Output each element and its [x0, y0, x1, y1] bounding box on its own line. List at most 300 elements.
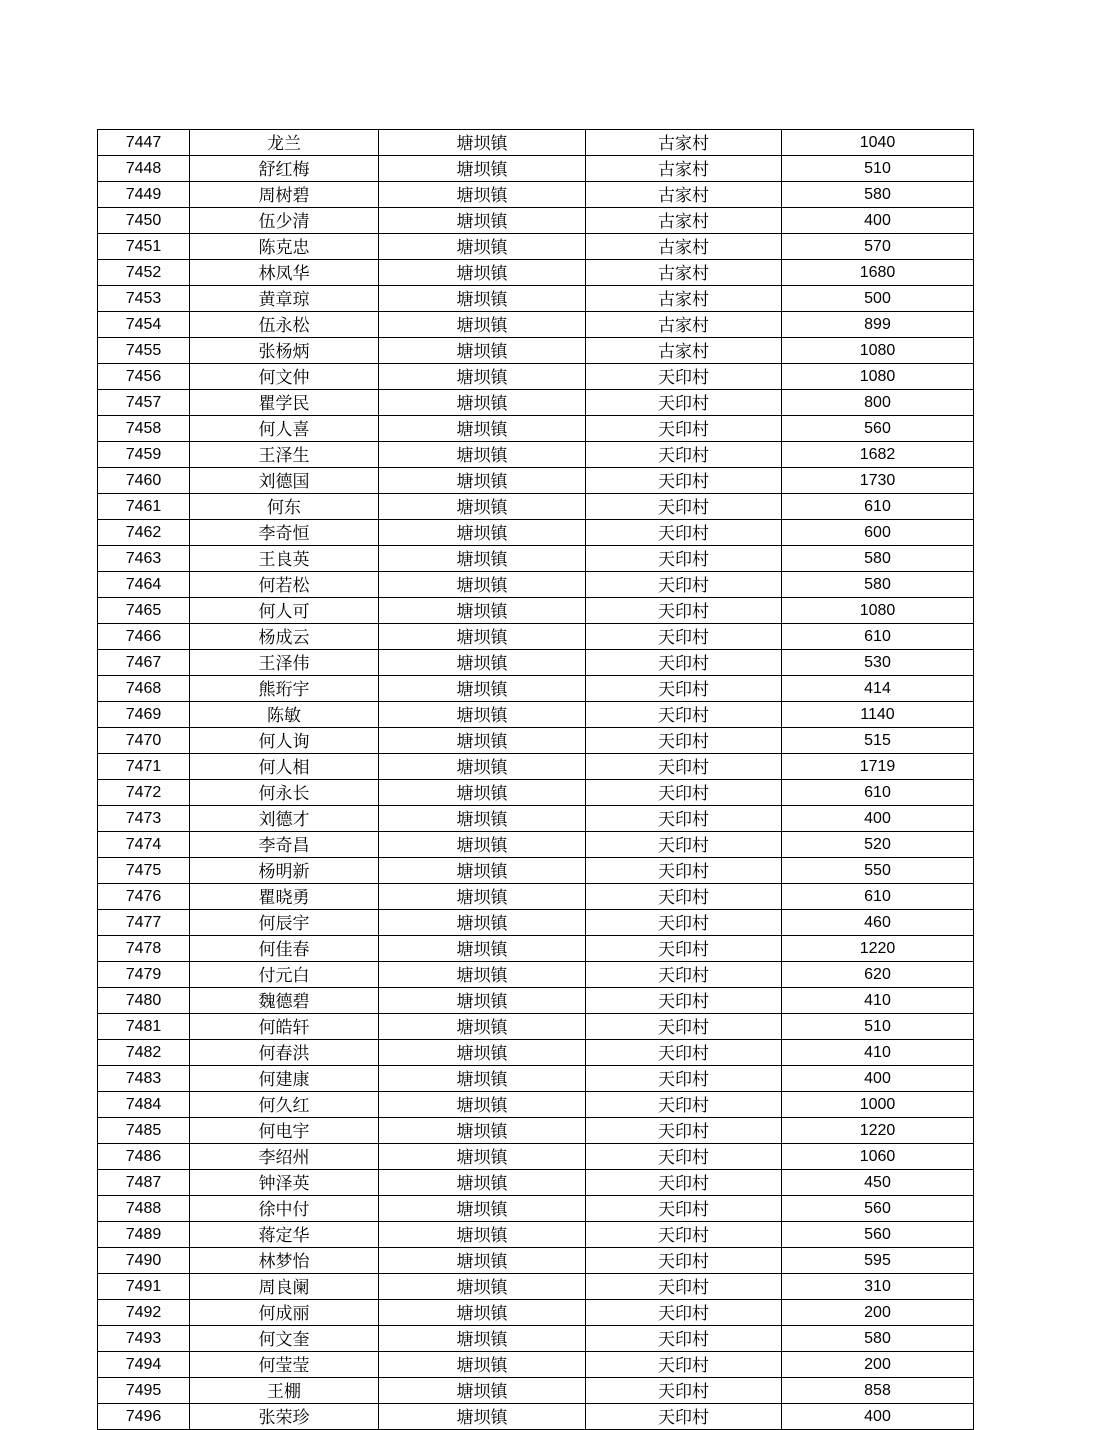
town-cell: 塘坝镇	[379, 572, 586, 598]
id-cell: 7488	[98, 1196, 190, 1222]
town-cell: 塘坝镇	[379, 468, 586, 494]
table-row	[98, 624, 974, 650]
name-cell: 蒋定华	[190, 1222, 379, 1248]
table-row	[98, 650, 974, 676]
id-cell: 7486	[98, 1144, 190, 1170]
table-row	[98, 1040, 974, 1066]
town-cell: 塘坝镇	[379, 156, 586, 182]
village-cell: 天印村	[586, 494, 782, 520]
id-cell: 7478	[98, 936, 190, 962]
town-cell: 塘坝镇	[379, 1118, 586, 1144]
table-row	[98, 1066, 974, 1092]
table-row	[98, 1326, 974, 1352]
name-cell: 何皓轩	[190, 1014, 379, 1040]
amount-cell: 1682	[782, 442, 974, 468]
name-cell: 瞿晓勇	[190, 884, 379, 910]
town-cell: 塘坝镇	[379, 416, 586, 442]
town-cell: 塘坝镇	[379, 546, 586, 572]
amount-cell: 450	[782, 1170, 974, 1196]
id-cell: 7464	[98, 572, 190, 598]
table-row	[98, 572, 974, 598]
town-cell: 塘坝镇	[379, 1378, 586, 1404]
amount-cell: 1080	[782, 338, 974, 364]
table-row	[98, 728, 974, 754]
name-cell: 熊珩宇	[190, 676, 379, 702]
id-cell: 7487	[98, 1170, 190, 1196]
town-cell: 塘坝镇	[379, 832, 586, 858]
name-cell: 刘德国	[190, 468, 379, 494]
amount-cell: 530	[782, 650, 974, 676]
village-cell: 天印村	[586, 442, 782, 468]
table-row	[98, 806, 974, 832]
table-row	[98, 182, 974, 208]
village-cell: 天印村	[586, 520, 782, 546]
id-cell: 7485	[98, 1118, 190, 1144]
id-cell: 7469	[98, 702, 190, 728]
town-cell: 塘坝镇	[379, 442, 586, 468]
table-row	[98, 1092, 974, 1118]
name-cell: 何人询	[190, 728, 379, 754]
name-cell: 何东	[190, 494, 379, 520]
id-cell: 7495	[98, 1378, 190, 1404]
amount-cell: 515	[782, 728, 974, 754]
table-row	[98, 1404, 974, 1430]
name-cell: 张杨炳	[190, 338, 379, 364]
village-cell: 天印村	[586, 416, 782, 442]
town-cell: 塘坝镇	[379, 208, 586, 234]
town-cell: 塘坝镇	[379, 1196, 586, 1222]
name-cell: 瞿学民	[190, 390, 379, 416]
id-cell: 7493	[98, 1326, 190, 1352]
amount-cell: 510	[782, 1014, 974, 1040]
id-cell: 7470	[98, 728, 190, 754]
amount-cell: 610	[782, 494, 974, 520]
table-row	[98, 676, 974, 702]
table-row	[98, 858, 974, 884]
name-cell: 黄章琼	[190, 286, 379, 312]
town-cell: 塘坝镇	[379, 1144, 586, 1170]
table-row	[98, 1118, 974, 1144]
village-cell: 天印村	[586, 1144, 782, 1170]
id-cell: 7459	[98, 442, 190, 468]
amount-cell: 200	[782, 1352, 974, 1378]
name-cell: 何电宇	[190, 1118, 379, 1144]
id-cell: 7468	[98, 676, 190, 702]
village-cell: 天印村	[586, 1196, 782, 1222]
amount-cell: 400	[782, 208, 974, 234]
village-cell: 天印村	[586, 1014, 782, 1040]
name-cell: 何若松	[190, 572, 379, 598]
table-row	[98, 962, 974, 988]
table-row	[98, 1222, 974, 1248]
id-cell: 7482	[98, 1040, 190, 1066]
village-cell: 古家村	[586, 130, 782, 156]
table-row	[98, 910, 974, 936]
amount-cell: 400	[782, 1066, 974, 1092]
name-cell: 陈克忠	[190, 234, 379, 260]
town-cell: 塘坝镇	[379, 884, 586, 910]
table-row	[98, 884, 974, 910]
id-cell: 7494	[98, 1352, 190, 1378]
table-row	[98, 338, 974, 364]
village-cell: 天印村	[586, 468, 782, 494]
village-cell: 天印村	[586, 1170, 782, 1196]
village-cell: 天印村	[586, 936, 782, 962]
name-cell: 王泽伟	[190, 650, 379, 676]
name-cell: 李奇恒	[190, 520, 379, 546]
amount-cell: 610	[782, 624, 974, 650]
table-row	[98, 364, 974, 390]
village-cell: 天印村	[586, 1352, 782, 1378]
name-cell: 何辰宇	[190, 910, 379, 936]
table-row	[98, 468, 974, 494]
name-cell: 王棚	[190, 1378, 379, 1404]
town-cell: 塘坝镇	[379, 1170, 586, 1196]
town-cell: 塘坝镇	[379, 676, 586, 702]
village-cell: 天印村	[586, 1222, 782, 1248]
village-cell: 天印村	[586, 1118, 782, 1144]
table-row	[98, 988, 974, 1014]
village-cell: 古家村	[586, 208, 782, 234]
village-cell: 古家村	[586, 286, 782, 312]
amount-cell: 1080	[782, 598, 974, 624]
name-cell: 何春洪	[190, 1040, 379, 1066]
town-cell: 塘坝镇	[379, 1352, 586, 1378]
name-cell: 林梦怡	[190, 1248, 379, 1274]
id-cell: 7479	[98, 962, 190, 988]
table-row	[98, 156, 974, 182]
village-cell: 古家村	[586, 338, 782, 364]
village-cell: 天印村	[586, 1248, 782, 1274]
town-cell: 塘坝镇	[379, 806, 586, 832]
name-cell: 周树碧	[190, 182, 379, 208]
id-cell: 7460	[98, 468, 190, 494]
name-cell: 王良英	[190, 546, 379, 572]
table-row	[98, 702, 974, 728]
amount-cell: 1060	[782, 1144, 974, 1170]
table-row	[98, 260, 974, 286]
id-cell: 7467	[98, 650, 190, 676]
id-cell: 7489	[98, 1222, 190, 1248]
id-cell: 7448	[98, 156, 190, 182]
table-row	[98, 754, 974, 780]
id-cell: 7466	[98, 624, 190, 650]
table-row	[98, 1170, 974, 1196]
table-row	[98, 1248, 974, 1274]
id-cell: 7461	[98, 494, 190, 520]
id-cell: 7449	[98, 182, 190, 208]
village-cell: 古家村	[586, 234, 782, 260]
town-cell: 塘坝镇	[379, 780, 586, 806]
id-cell: 7480	[98, 988, 190, 1014]
amount-cell: 858	[782, 1378, 974, 1404]
amount-cell: 520	[782, 832, 974, 858]
town-cell: 塘坝镇	[379, 1066, 586, 1092]
amount-cell: 1080	[782, 364, 974, 390]
name-cell: 何人可	[190, 598, 379, 624]
amount-cell: 560	[782, 416, 974, 442]
town-cell: 塘坝镇	[379, 936, 586, 962]
id-cell: 7484	[98, 1092, 190, 1118]
id-cell: 7457	[98, 390, 190, 416]
table-row	[98, 494, 974, 520]
id-cell: 7491	[98, 1274, 190, 1300]
amount-cell: 580	[782, 182, 974, 208]
amount-cell: 510	[782, 156, 974, 182]
town-cell: 塘坝镇	[379, 910, 586, 936]
table-row	[98, 442, 974, 468]
town-cell: 塘坝镇	[379, 1040, 586, 1066]
name-cell: 何莹莹	[190, 1352, 379, 1378]
amount-cell: 400	[782, 1404, 974, 1430]
id-cell: 7452	[98, 260, 190, 286]
name-cell: 刘德才	[190, 806, 379, 832]
town-cell: 塘坝镇	[379, 494, 586, 520]
town-cell: 塘坝镇	[379, 1092, 586, 1118]
table-row	[98, 598, 974, 624]
town-cell: 塘坝镇	[379, 1014, 586, 1040]
amount-cell: 899	[782, 312, 974, 338]
amount-cell: 1220	[782, 936, 974, 962]
id-cell: 7475	[98, 858, 190, 884]
village-cell: 天印村	[586, 780, 782, 806]
village-cell: 天印村	[586, 1404, 782, 1430]
village-cell: 天印村	[586, 858, 782, 884]
village-cell: 天印村	[586, 546, 782, 572]
amount-cell: 610	[782, 884, 974, 910]
town-cell: 塘坝镇	[379, 858, 586, 884]
table-row	[98, 1274, 974, 1300]
name-cell: 何人喜	[190, 416, 379, 442]
id-cell: 7455	[98, 338, 190, 364]
village-cell: 天印村	[586, 1092, 782, 1118]
id-cell: 7450	[98, 208, 190, 234]
id-cell: 7465	[98, 598, 190, 624]
table-row	[98, 390, 974, 416]
name-cell: 钟泽英	[190, 1170, 379, 1196]
name-cell: 舒红梅	[190, 156, 379, 182]
data-table	[97, 129, 974, 1430]
amount-cell: 410	[782, 988, 974, 1014]
town-cell: 塘坝镇	[379, 182, 586, 208]
village-cell: 天印村	[586, 1300, 782, 1326]
village-cell: 天印村	[586, 702, 782, 728]
town-cell: 塘坝镇	[379, 702, 586, 728]
town-cell: 塘坝镇	[379, 338, 586, 364]
id-cell: 7472	[98, 780, 190, 806]
name-cell: 徐中付	[190, 1196, 379, 1222]
town-cell: 塘坝镇	[379, 286, 586, 312]
amount-cell: 800	[782, 390, 974, 416]
table-body	[98, 130, 974, 1430]
amount-cell: 595	[782, 1248, 974, 1274]
name-cell: 李绍州	[190, 1144, 379, 1170]
name-cell: 何成丽	[190, 1300, 379, 1326]
amount-cell: 580	[782, 572, 974, 598]
name-cell: 魏德碧	[190, 988, 379, 1014]
town-cell: 塘坝镇	[379, 988, 586, 1014]
id-cell: 7456	[98, 364, 190, 390]
town-cell: 塘坝镇	[379, 520, 586, 546]
amount-cell: 1730	[782, 468, 974, 494]
amount-cell: 580	[782, 1326, 974, 1352]
table-row	[98, 1144, 974, 1170]
village-cell: 天印村	[586, 1040, 782, 1066]
name-cell: 杨成云	[190, 624, 379, 650]
town-cell: 塘坝镇	[379, 1274, 586, 1300]
amount-cell: 560	[782, 1222, 974, 1248]
amount-cell: 1719	[782, 754, 974, 780]
village-cell: 古家村	[586, 312, 782, 338]
village-cell: 天印村	[586, 1066, 782, 1092]
town-cell: 塘坝镇	[379, 390, 586, 416]
town-cell: 塘坝镇	[379, 624, 586, 650]
town-cell: 塘坝镇	[379, 754, 586, 780]
amount-cell: 570	[782, 234, 974, 260]
table-row	[98, 416, 974, 442]
town-cell: 塘坝镇	[379, 364, 586, 390]
table-row	[98, 130, 974, 156]
amount-cell: 560	[782, 1196, 974, 1222]
name-cell: 林凤华	[190, 260, 379, 286]
amount-cell: 400	[782, 806, 974, 832]
id-cell: 7490	[98, 1248, 190, 1274]
town-cell: 塘坝镇	[379, 650, 586, 676]
town-cell: 塘坝镇	[379, 260, 586, 286]
town-cell: 塘坝镇	[379, 312, 586, 338]
village-cell: 天印村	[586, 364, 782, 390]
id-cell: 7476	[98, 884, 190, 910]
town-cell: 塘坝镇	[379, 234, 586, 260]
village-cell: 古家村	[586, 182, 782, 208]
name-cell: 张荣珍	[190, 1404, 379, 1430]
id-cell: 7462	[98, 520, 190, 546]
table-row	[98, 208, 974, 234]
village-cell: 天印村	[586, 598, 782, 624]
table-row	[98, 1300, 974, 1326]
table-row	[98, 312, 974, 338]
name-cell: 杨明新	[190, 858, 379, 884]
id-cell: 7463	[98, 546, 190, 572]
table-row	[98, 1378, 974, 1404]
amount-cell: 1220	[782, 1118, 974, 1144]
village-cell: 天印村	[586, 754, 782, 780]
name-cell: 陈敏	[190, 702, 379, 728]
village-cell: 天印村	[586, 832, 782, 858]
id-cell: 7458	[98, 416, 190, 442]
name-cell: 周良阑	[190, 1274, 379, 1300]
village-cell: 天印村	[586, 988, 782, 1014]
name-cell: 王泽生	[190, 442, 379, 468]
id-cell: 7447	[98, 130, 190, 156]
village-cell: 天印村	[586, 962, 782, 988]
amount-cell: 1680	[782, 260, 974, 286]
table-row	[98, 546, 974, 572]
amount-cell: 550	[782, 858, 974, 884]
table-row	[98, 936, 974, 962]
id-cell: 7474	[98, 832, 190, 858]
amount-cell: 500	[782, 286, 974, 312]
town-cell: 塘坝镇	[379, 598, 586, 624]
name-cell: 付元白	[190, 962, 379, 988]
village-cell: 天印村	[586, 650, 782, 676]
town-cell: 塘坝镇	[379, 130, 586, 156]
amount-cell: 460	[782, 910, 974, 936]
table-row	[98, 1352, 974, 1378]
name-cell: 龙兰	[190, 130, 379, 156]
amount-cell: 310	[782, 1274, 974, 1300]
amount-cell: 600	[782, 520, 974, 546]
village-cell: 古家村	[586, 260, 782, 286]
table-row	[98, 780, 974, 806]
name-cell: 伍永松	[190, 312, 379, 338]
table-row	[98, 520, 974, 546]
id-cell: 7496	[98, 1404, 190, 1430]
town-cell: 塘坝镇	[379, 1326, 586, 1352]
town-cell: 塘坝镇	[379, 1248, 586, 1274]
village-cell: 天印村	[586, 1274, 782, 1300]
amount-cell: 1000	[782, 1092, 974, 1118]
amount-cell: 620	[782, 962, 974, 988]
name-cell: 何建康	[190, 1066, 379, 1092]
village-cell: 天印村	[586, 572, 782, 598]
table-row	[98, 832, 974, 858]
amount-cell: 610	[782, 780, 974, 806]
id-cell: 7471	[98, 754, 190, 780]
table-row	[98, 286, 974, 312]
town-cell: 塘坝镇	[379, 1300, 586, 1326]
village-cell: 天印村	[586, 1378, 782, 1404]
name-cell: 李奇昌	[190, 832, 379, 858]
village-cell: 天印村	[586, 884, 782, 910]
amount-cell: 414	[782, 676, 974, 702]
id-cell: 7451	[98, 234, 190, 260]
id-cell: 7453	[98, 286, 190, 312]
town-cell: 塘坝镇	[379, 962, 586, 988]
table-row	[98, 1196, 974, 1222]
name-cell: 何永长	[190, 780, 379, 806]
amount-cell: 200	[782, 1300, 974, 1326]
id-cell: 7483	[98, 1066, 190, 1092]
village-cell: 天印村	[586, 806, 782, 832]
village-cell: 天印村	[586, 728, 782, 754]
id-cell: 7481	[98, 1014, 190, 1040]
name-cell: 何人相	[190, 754, 379, 780]
village-cell: 天印村	[586, 624, 782, 650]
village-cell: 天印村	[586, 910, 782, 936]
name-cell: 何文奎	[190, 1326, 379, 1352]
name-cell: 伍少清	[190, 208, 379, 234]
village-cell: 天印村	[586, 676, 782, 702]
id-cell: 7473	[98, 806, 190, 832]
amount-cell: 410	[782, 1040, 974, 1066]
town-cell: 塘坝镇	[379, 728, 586, 754]
name-cell: 何佳春	[190, 936, 379, 962]
amount-cell: 1040	[782, 130, 974, 156]
table-row	[98, 234, 974, 260]
town-cell: 塘坝镇	[379, 1222, 586, 1248]
amount-cell: 1140	[782, 702, 974, 728]
id-cell: 7454	[98, 312, 190, 338]
town-cell: 塘坝镇	[379, 1404, 586, 1430]
village-cell: 古家村	[586, 156, 782, 182]
table-row	[98, 1014, 974, 1040]
id-cell: 7477	[98, 910, 190, 936]
id-cell: 7492	[98, 1300, 190, 1326]
name-cell: 何文仲	[190, 364, 379, 390]
village-cell: 天印村	[586, 390, 782, 416]
village-cell: 天印村	[586, 1326, 782, 1352]
